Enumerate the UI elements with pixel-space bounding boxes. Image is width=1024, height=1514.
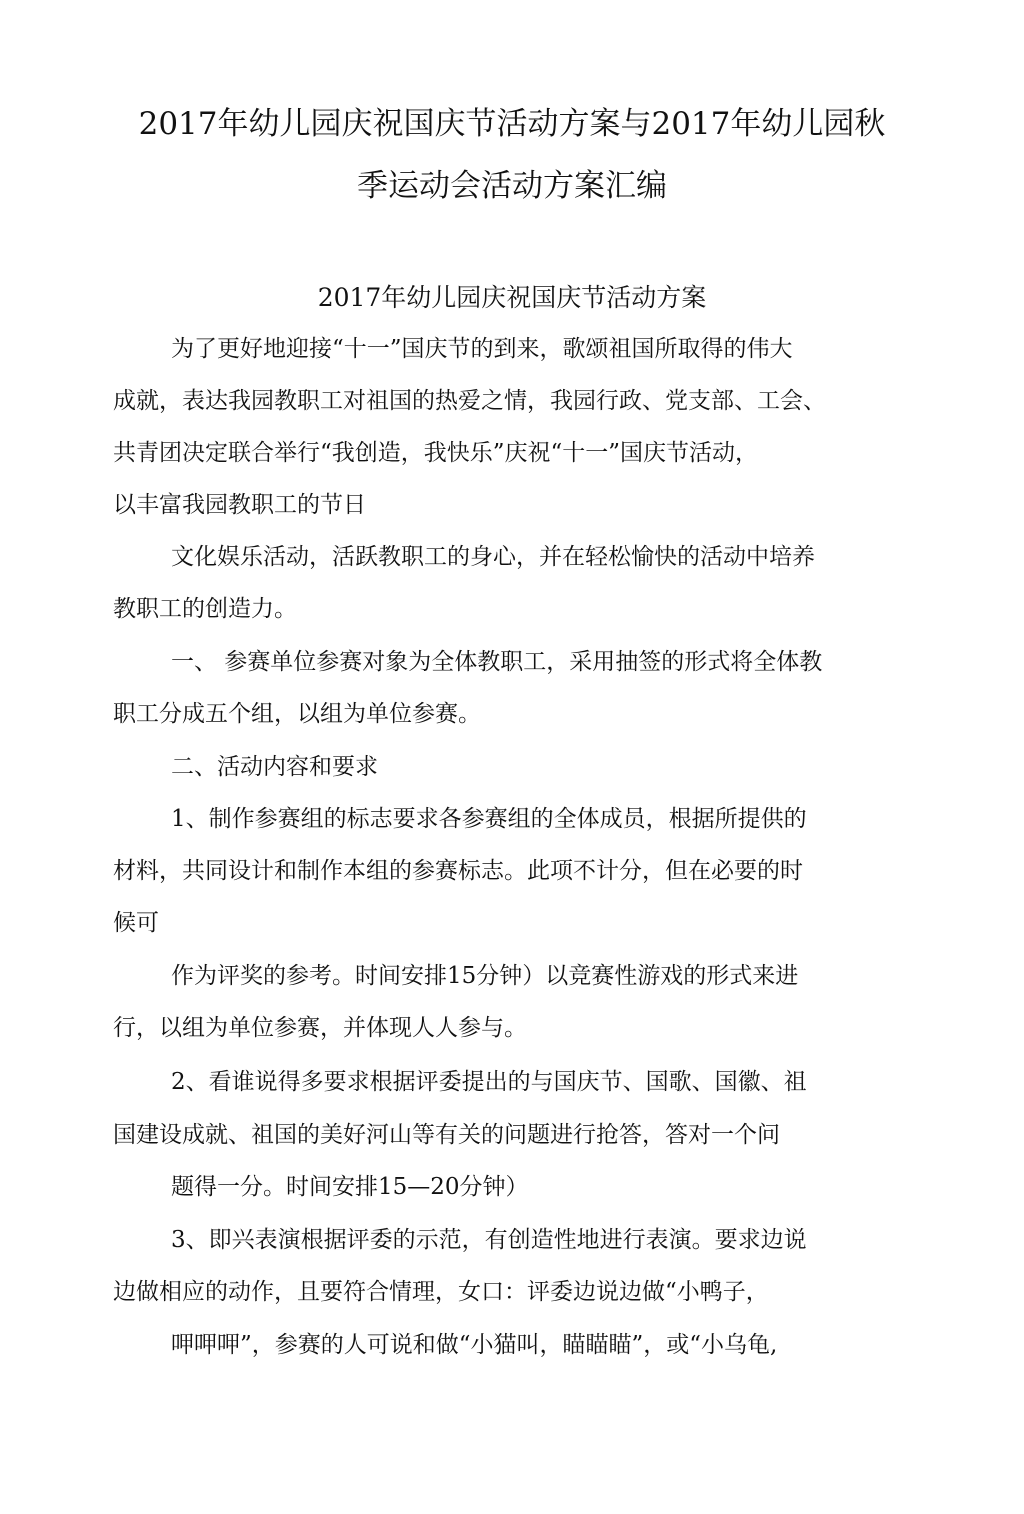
body-line: 3、即兴表演根据评委的示范，有创造性地进行表演。要求边说 [171,1227,807,1253]
body-line: 材料，共同设计和制作本组的参赛标志。此项不计分，但在必要的时 [113,858,803,884]
body-line: 2、看谁说得多要求根据评委提出的与国庆节、国歌、国徽、祖 [171,1069,807,1095]
body-line: 边做相应的动作，且要符合情理，女口：评委边说边做“小鸭子， [113,1279,769,1305]
body-line: 教职工的创造力。 [113,596,297,622]
document-title-line-1: 2017年幼儿园庆祝国庆节活动方案与2017年幼儿园秋 [138,106,886,142]
body-line: 职工分成五个组，以组为单位参赛。 [113,701,481,727]
body-line: 国建设成就、祖国的美好河山等有关的问题进行抢答，答对一个问 [113,1122,780,1148]
body-line: 为了更好地迎接“十一”国庆节的到来，歌颂祖国所取得的伟大 [171,336,793,362]
body-line: 1、制作参赛组的标志要求各参赛组的全体成员，根据所提供的 [171,806,807,832]
body-line: 文化娱乐活动，活跃教职工的身心，并在轻松愉快的活动中培养 [171,544,815,570]
body-line: 共青团决定联合举行“我创造，我快乐”庆祝“十一”国庆节活动， [113,440,759,466]
body-line: 成就，表达我园教职工对祖国的热爱之情，我园行政、党支部、工会、 [113,388,826,414]
body-line: 二、活动内容和要求 [171,754,378,780]
body-line: 候可 [113,910,159,936]
section-title: 2017年幼儿园庆祝国庆节活动方案 [317,283,707,312]
document-title-line-2: 季运动会活动方案汇编 [357,168,667,204]
body-line: 作为评奖的参考。时间安排15分钟）以竞赛性游戏的形式来进 [171,963,799,989]
body-line: 以丰富我园教职工的节日 [113,492,366,518]
body-line: 呷呷呷”，参赛的人可说和做“小猫叫，瞄瞄瞄”，或“小乌龟, [171,1332,778,1358]
body-line: 一、 参赛单位参赛对象为全体教职工，采用抽签的形式将全体教 [171,649,823,675]
body-line: 行，以组为单位参赛，并体现人人参与。 [113,1015,527,1041]
body-line: 题得一分。时间安排15—20分钟） [171,1174,529,1200]
